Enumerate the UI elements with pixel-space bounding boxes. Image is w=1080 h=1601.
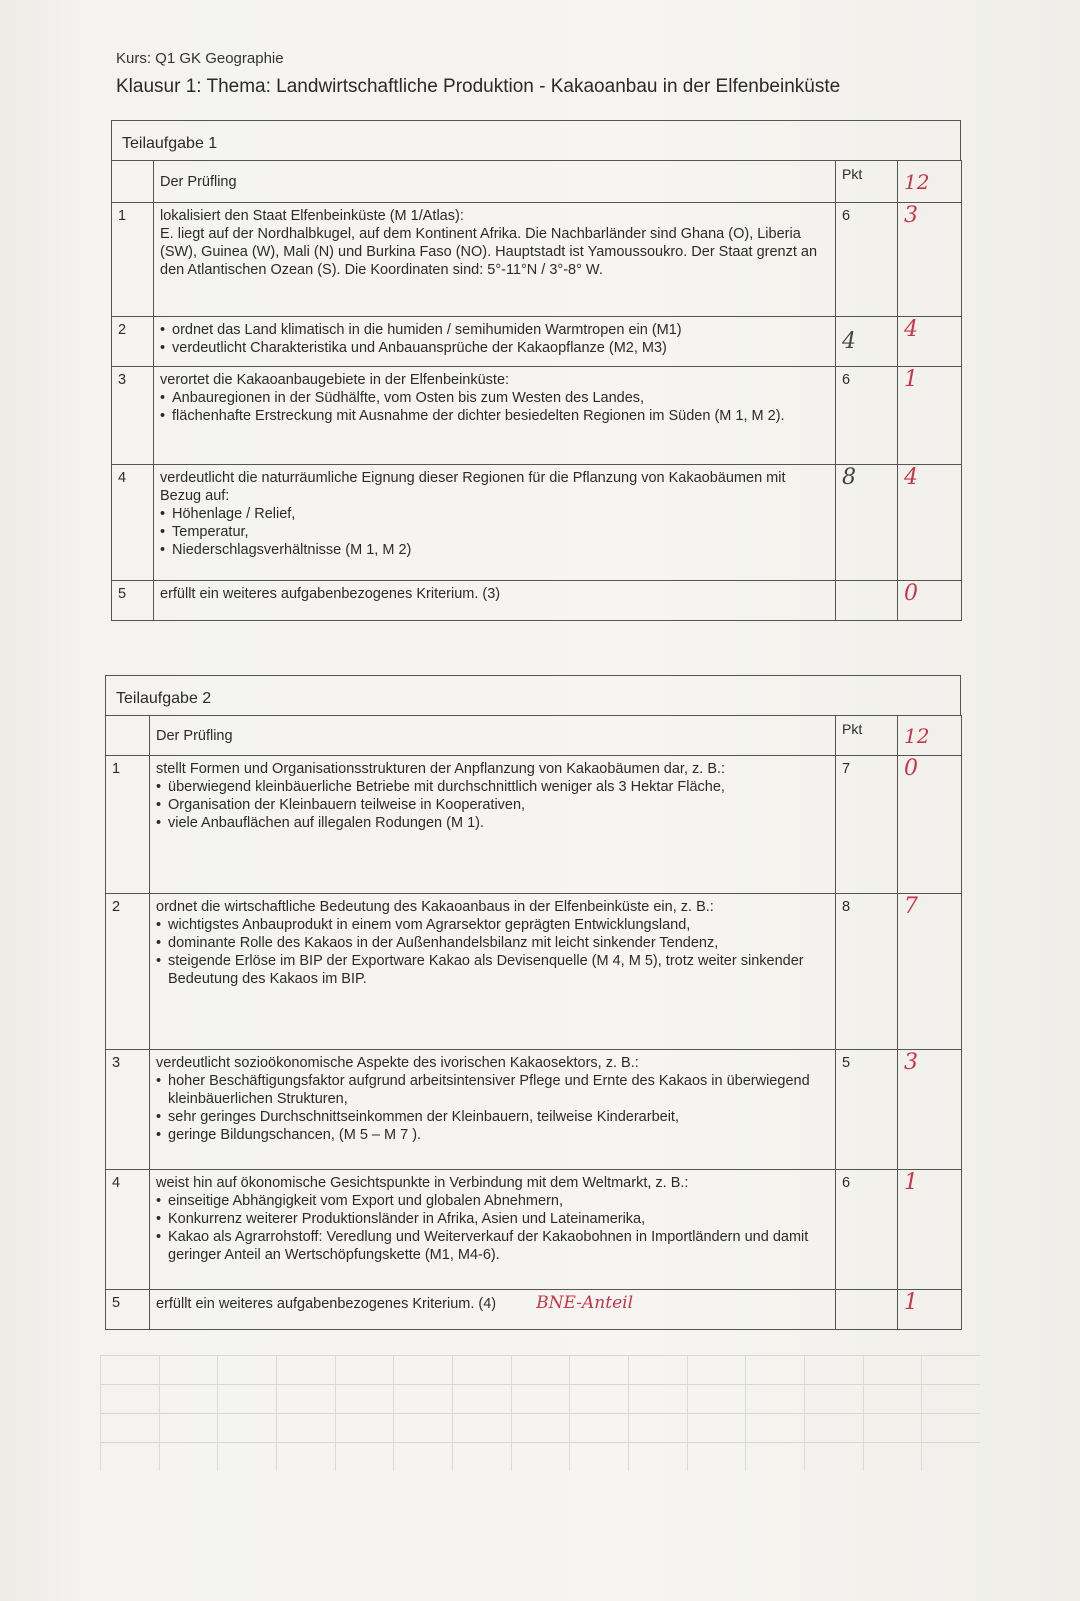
list-item: • verdeutlicht Charakteristika und Anbauansprüche der Kakaopflanze (M2, M3) <box>160 339 829 357</box>
table-row <box>106 1290 962 1330</box>
row-criterion <box>154 317 836 367</box>
row-score: 1 <box>898 1170 962 1290</box>
criterion-text: erfüllt ein weiteres aufgabenbezogenes Kriterium. (4) <box>156 1296 497 1312</box>
criterion-text: lokalisiert den Staat Elfenbeinküste (M 1/Atlas): <box>160 208 464 224</box>
row-score: 4 <box>898 465 962 581</box>
show-through-grid <box>100 1355 980 1485</box>
row-score: 0 <box>898 581 962 621</box>
row-points <box>836 581 898 621</box>
criterion-text: verortet die Kakaoanbaugebiete in der Elfenbeinküste: <box>160 372 510 388</box>
criterion-text: verdeutlicht sozioökonomische Aspekte des ivorischen Kakaosektors, z. B.: <box>156 1055 639 1071</box>
list-item: • geringe Bildungschancen, (M 5 – M 7 ). <box>156 1126 829 1144</box>
row-number: 3 <box>112 367 154 465</box>
col-header-pkt: Pkt <box>836 716 898 756</box>
row-points: 7 <box>836 756 898 894</box>
row-criterion <box>154 367 836 465</box>
exam-title: Klausur 1: Thema: Landwirtschaftliche Produktion - Kakaoanbau in der Elfenbeinküste <box>116 76 841 97</box>
criterion-text: ordnet die wirtschaftliche Bedeutung des Kakaoanbaus in der Elfenbeinküste ein, z. B.: <box>156 899 714 915</box>
list-item: • Temperatur, <box>160 523 829 541</box>
row-criterion <box>150 1050 836 1170</box>
task2-title: Teilaufgabe 2 <box>105 675 961 715</box>
row-criterion <box>150 894 836 1050</box>
row-score: 4 <box>898 317 962 367</box>
table-row <box>112 317 962 367</box>
row-points: 6 <box>836 1170 898 1290</box>
row-points: 6 <box>836 203 898 317</box>
task1-section <box>111 120 961 642</box>
row-points: 4 <box>836 317 898 367</box>
row-number: 2 <box>106 894 150 1050</box>
table-row <box>106 1050 962 1170</box>
table-row <box>106 1170 962 1290</box>
row-score: 7 <box>898 894 962 1050</box>
criterion-text: stellt Formen und Organisationsstrukturen der Anpflanzung von Kakaobäumen dar, z. B.: <box>156 761 726 777</box>
list-item: • ordnet das Land klimatisch in die humiden / semihumiden Warmtropen ein (M1) <box>160 321 829 339</box>
row-criterion <box>150 1170 836 1290</box>
row-points <box>836 1290 898 1330</box>
table-row <box>112 367 962 465</box>
grader-note: BNE-Anteil <box>536 1293 634 1313</box>
list-item: • Höhenlage / Relief, <box>160 505 829 523</box>
list-item: • flächenhafte Erstreckung mit Ausnahme der dichter besiedelten Regionen im Süden (M 1, M 2). <box>160 407 829 425</box>
list-item: • dominante Rolle des Kakaos in der Außenhandelsbilanz mit leicht sinkender Tendenz, <box>156 934 829 952</box>
row-score: 0 <box>898 756 962 894</box>
row-number: 4 <box>106 1170 150 1290</box>
list-item: • überwiegend kleinbäuerliche Betriebe mit durchschnittlich weniger als 3 Hektar Fläche, <box>156 778 829 796</box>
task1-table <box>111 160 962 621</box>
row-number: 3 <box>106 1050 150 1170</box>
score-total: 12 <box>898 716 962 756</box>
col-header-pruefling: Der Prüfling <box>154 161 836 203</box>
row-number: 2 <box>112 317 154 367</box>
criterion-text: verdeutlicht die naturräumliche Eignung dieser Regionen für die Pflanzung von Kakaobäumen mit Bezug auf: <box>160 470 786 504</box>
col-header-pruefling: Der Prüfling <box>150 716 836 756</box>
row-number: 4 <box>112 465 154 581</box>
table-row <box>106 756 962 894</box>
row-score: 1 <box>898 367 962 465</box>
list-item: • einseitige Abhängigkeit vom Export und globalen Abnehmern, <box>156 1192 829 1210</box>
row-number: 5 <box>106 1290 150 1330</box>
row-criterion <box>154 203 836 317</box>
course-label: Kurs: Q1 GK Geographie <box>116 50 284 67</box>
row-number: 1 <box>112 203 154 317</box>
table-row <box>112 581 962 621</box>
row-score: 3 <box>898 1050 962 1170</box>
table-row <box>112 203 962 317</box>
row-score: 3 <box>898 203 962 317</box>
row-points: 8 <box>836 894 898 1050</box>
score-total: 12 <box>898 161 962 203</box>
list-item: • Niederschlagsverhältnisse (M 1, M 2) <box>160 541 829 559</box>
list-item: • sehr geringes Durchschnittseinkommen der Kleinbauern, teilweise Kinderarbeit, <box>156 1108 829 1126</box>
row-score: 1 <box>898 1290 962 1330</box>
row-number: 5 <box>112 581 154 621</box>
row-criterion <box>150 1290 836 1330</box>
table-row <box>112 465 962 581</box>
task1-header-row <box>112 161 962 203</box>
row-criterion <box>154 465 836 581</box>
table-row <box>106 894 962 1050</box>
task2-header-row <box>106 716 962 756</box>
criterion-text: erfüllt ein weiteres aufgabenbezogenes Kriterium. (3) <box>154 581 836 621</box>
list-item: • Anbauregionen in der Südhälfte, vom Osten bis zum Westen des Landes, <box>160 389 829 407</box>
criterion-text: weist hin auf ökonomische Gesichtspunkte in Verbindung mit dem Weltmarkt, z. B.: <box>156 1175 689 1191</box>
list-item: • Kakao als Agrarrohstoff: Veredlung und Weiterverkauf der Kakaobohnen in Importländern und damit geringer Anteil an Wertschöpfungskette (M1, M4-6). <box>156 1228 829 1264</box>
list-item: • Organisation der Kleinbauern teilweise in Kooperativen, <box>156 796 829 814</box>
list-item: • Konkurrenz weiterer Produktionsländer in Afrika, Asien und Lateinamerika, <box>156 1210 829 1228</box>
task1-title: Teilaufgabe 1 <box>111 120 961 160</box>
list-item: • hoher Beschäftigungsfaktor aufgrund arbeitsintensiver Pflege und Ernte des Kakaos in überwiegend kleinbäuerlichen Strukturen, <box>156 1072 829 1108</box>
task2-table <box>105 715 962 1330</box>
list-item: • viele Anbauflächen auf illegalen Rodungen (M 1). <box>156 814 829 832</box>
criterion-detail: E. liegt auf der Nordhalbkugel, auf dem Kontinent Afrika. Die Nachbarländer sind Ghana (O), Liberia (SW), Guinea (W), Mali (N) und Burkina Faso (NO). Hauptstadt ist Yamoussoukro. Der Staat grenzt an den Atlantischen Ozean (S). Die Koordinaten sind: 5°-11°N / 3°-8° W. <box>160 226 818 278</box>
col-header-pkt: Pkt <box>836 161 898 203</box>
row-criterion <box>150 756 836 894</box>
row-number: 1 <box>106 756 150 894</box>
row-points: 5 <box>836 1050 898 1170</box>
list-item: • steigende Erlöse im BIP der Exportware Kakao als Devisenquelle (M 4, M 5), trotz weiter sinkender Bedeutung des Kakaos im BIP. <box>156 952 829 988</box>
task2-section <box>105 675 961 1347</box>
list-item: • wichtigstes Anbauprodukt in einem vom Agrarsektor geprägten Entwicklungsland, <box>156 916 829 934</box>
row-points: 8 <box>836 465 898 581</box>
row-points: 6 <box>836 367 898 465</box>
